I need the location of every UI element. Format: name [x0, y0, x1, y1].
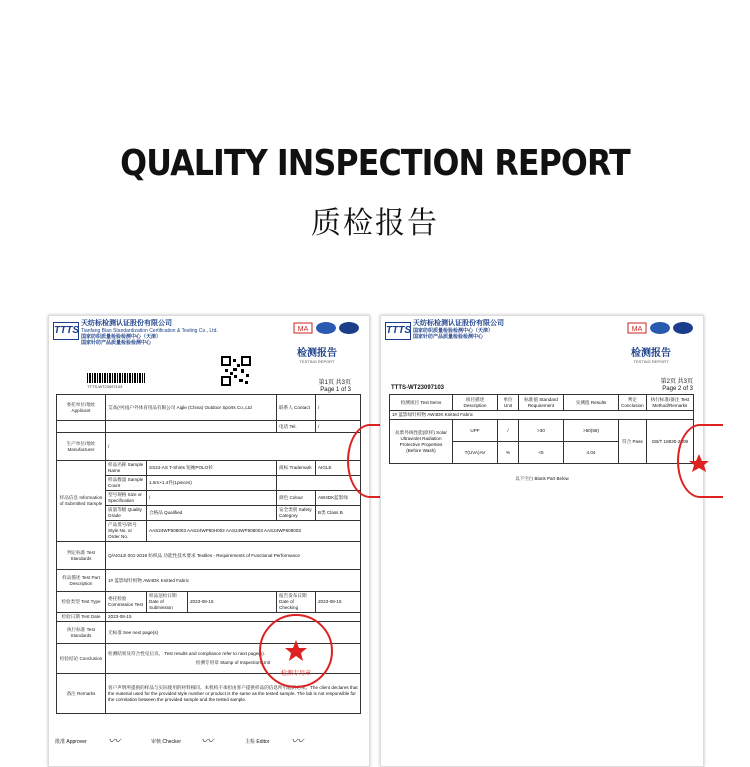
company-name-cn-2: 天纺标检测认证股份有限公司	[413, 320, 504, 327]
remarks-label: 备注 Remarks	[57, 674, 106, 714]
page-subtitle: 质检报告	[311, 206, 439, 241]
doc-title-2	[631, 344, 671, 364]
tel-label: 电话 Tel.	[277, 421, 316, 433]
approver-label: 批准 Approver	[55, 739, 87, 745]
certification-marks-icon-2	[627, 320, 697, 336]
page-number	[319, 380, 351, 394]
header-results: 实测值 Results	[564, 395, 619, 411]
company-logo-2: TTTS	[385, 322, 411, 340]
stamp-text: 检测专用章	[280, 671, 311, 677]
conclusion-value: 检测结果及符合性见后页。 Test results and compliance refer to next page(s).	[108, 651, 266, 656]
sample-name-label: 样品名称 Sample Name	[106, 461, 147, 476]
standard-value: Q/AIGLE 001-2019 纺织品 功能性技术要求 Textiles - Requirements of Functional Performance	[106, 542, 361, 570]
company-name-cn: 天纺标检测认证股份有限公司	[81, 320, 172, 327]
check-label: 报告发布日期 Date of Checking	[277, 592, 316, 613]
company-name-en: Tianfang Biao Standardization Certification & Testing Co., Ltd.	[81, 328, 218, 334]
style-label: 产品货号/款号 Style No. or Order No.	[106, 521, 147, 542]
checker-signature: 〰	[201, 734, 214, 748]
editor-label: 主检 Editor	[245, 739, 270, 745]
stamp-note: 检测专用章 Stamp of Inspection Unit	[195, 660, 271, 665]
doc-title-cn-2: 检测报告	[631, 348, 671, 359]
part-row: 1# 蓝影绿针织物 AW4DK Knitted Fabric	[390, 411, 694, 420]
checker-label: 审核 Checker	[151, 739, 182, 745]
approver-signature: 〰	[108, 734, 121, 748]
check-value: 2023-08-15	[316, 592, 361, 613]
sample-info-label: 样品信息 Information of Submitted Sample	[57, 461, 106, 542]
editor-signature: 〰	[291, 734, 304, 748]
doc-title-en-2: TESTING REPORT	[633, 359, 669, 364]
page-number-2	[661, 379, 693, 393]
description-label: 样品描述 Test Part Description	[57, 570, 106, 592]
report-number: TTTS-WT23097103	[391, 385, 445, 391]
safety-value: B类 Class B	[316, 506, 361, 521]
t-desc: T(UVA)AV	[453, 442, 498, 464]
conclusion-value-2: 符合 Pass	[619, 420, 647, 464]
contact-label: 联系人 Contact	[277, 395, 316, 421]
center-name-2: 国家针纺产品质量检验检测中心	[81, 340, 152, 346]
stamp-star-icon-2	[679, 426, 723, 496]
page-number-en-2: Page 2 of 3	[662, 386, 693, 392]
manufacturer-value: /	[106, 433, 361, 461]
doc-title-cn: 检测报告	[297, 348, 337, 359]
center-name-1: 国家纺织质量检验检测中心（天津）	[81, 334, 162, 340]
t-unit: %	[498, 442, 519, 464]
standard-label: 判定标准 Test Standards	[57, 542, 106, 570]
company-header	[81, 318, 221, 346]
svg-text:MA: MA	[297, 326, 309, 333]
applicant-value: 艾高(中国)户外体育用品有限公司 Aigle (China) Outdoor Sports Co.,Ltd	[106, 395, 277, 421]
upf-result: >50(58)	[564, 420, 619, 442]
upf-requirement: >30	[519, 420, 564, 442]
report-page-1	[48, 315, 370, 767]
header-conclusion: 判定 Conclusion	[619, 395, 647, 411]
conclusion-label: 检验结论 Conclusion	[57, 644, 106, 674]
page-number-en: Page 1 of 3	[320, 387, 351, 393]
upf-unit: /	[498, 420, 519, 442]
test-date-value: 2023-08-15	[106, 613, 361, 622]
exec-label: 执行标准 Test Standards	[57, 622, 106, 644]
t-result: 4.04	[564, 442, 619, 464]
doc-title	[297, 344, 337, 364]
test-type-label: 检验类型 Test Type	[57, 592, 106, 613]
contact-value: /	[316, 395, 361, 421]
page-number-cn: 第1页 共3页	[318, 380, 351, 386]
sample-name-value: SS24-AS T-Shirts 短袖POLO衫	[147, 461, 277, 476]
company-logo: TTTS	[53, 322, 79, 340]
page-title: QUALITY INSPECTION REPORT	[120, 143, 630, 184]
header-unit: 单位 Unit	[498, 395, 519, 411]
results-table	[389, 394, 694, 464]
t-requirement: <5	[519, 442, 564, 464]
page-number-cn-2: 第2页 共3页	[660, 379, 693, 385]
trademark-value: AIGLE	[316, 461, 361, 476]
company-header-2	[413, 318, 553, 340]
doc-title-en: TESTING REPORT	[299, 359, 335, 364]
inspection-stamp	[259, 614, 333, 688]
report-page-2	[380, 315, 704, 767]
description-value: 1# 蓝影绿针织物 AW4DK Knitted Fabric	[106, 570, 361, 592]
method-value: GB/T 18830-2009	[646, 420, 693, 464]
trademark-label: 商标 Trademark	[277, 461, 316, 476]
test-type-value: 委托检验 Commission Test	[106, 592, 147, 613]
center-name-1-2: 国家纺织质量检验检测中心（天津）	[413, 328, 494, 334]
exec-value: 无标准 See next page(s)	[106, 622, 361, 644]
manufacturer-label: 生产单位/地址 Manufacturer	[57, 433, 106, 461]
qr-code-icon	[221, 356, 251, 386]
remarks-value: 客户声明所提供的样品与实际使用的材料相同。本机构不承担由客户提供样品的信息所引起的后果。The client declares that the material used for the provided style number or product is the same as the tested sample. The lab is not responsible for the correlation between the provided sample and the tested sample.	[106, 674, 361, 714]
tel-value: /	[316, 421, 361, 433]
edge-stamp-2	[677, 424, 723, 498]
test-date-label: 检验日期 Test Date	[57, 613, 106, 622]
grade-value: 合格品 Qualified	[147, 506, 277, 521]
blank-part-note: 以下空白 Blank Part Below	[515, 476, 569, 481]
sample-count-value: 1.5m×1.4件(1pieces)	[147, 476, 277, 491]
sample-count-label: 样品数量 Sample Count	[106, 476, 147, 491]
submit-value: 2023-08-15	[188, 592, 277, 613]
header-test-items: 检测项目 Test Items	[390, 395, 453, 411]
submit-label: 样品送检日期 Date of Submission	[147, 592, 188, 613]
svg-text:MA: MA	[631, 326, 643, 333]
barcode-icon	[87, 373, 145, 383]
applicant-label: 委托单位/地址 Applicant	[57, 395, 106, 421]
header-description: 项目描述 Description	[453, 395, 498, 411]
upf-desc: UPF	[453, 420, 498, 442]
size-value: /	[147, 491, 277, 506]
grade-label: 质量等级 Quality Grade	[106, 506, 147, 521]
center-name-2-2: 国家针纺产品质量检验检测中心	[413, 334, 484, 340]
header-requirement: 标准值 Standard Requirement	[519, 395, 564, 411]
colour-value: AW4DK蓝影绿	[316, 491, 361, 506]
header-method: 执行标准/备注 Test Method/Remarks	[646, 395, 693, 411]
safety-label: 安全类别 Safety Category	[277, 506, 316, 521]
style-value: AAS24WP508003 AAS24WP50H002 AAS24WP508003 AAS24WP508003	[147, 521, 361, 542]
barcode-number: TTTS-WT23097103	[87, 384, 123, 389]
item-name: 抗紫外线性能(原样) Solar Ultraviolet Radiation Protective Properties (Before Wash)	[390, 420, 453, 464]
colour-label: 颜色 Colour	[277, 491, 316, 506]
certification-marks-icon	[293, 320, 363, 336]
size-label: 型号规格 Size or Specification	[106, 491, 147, 506]
